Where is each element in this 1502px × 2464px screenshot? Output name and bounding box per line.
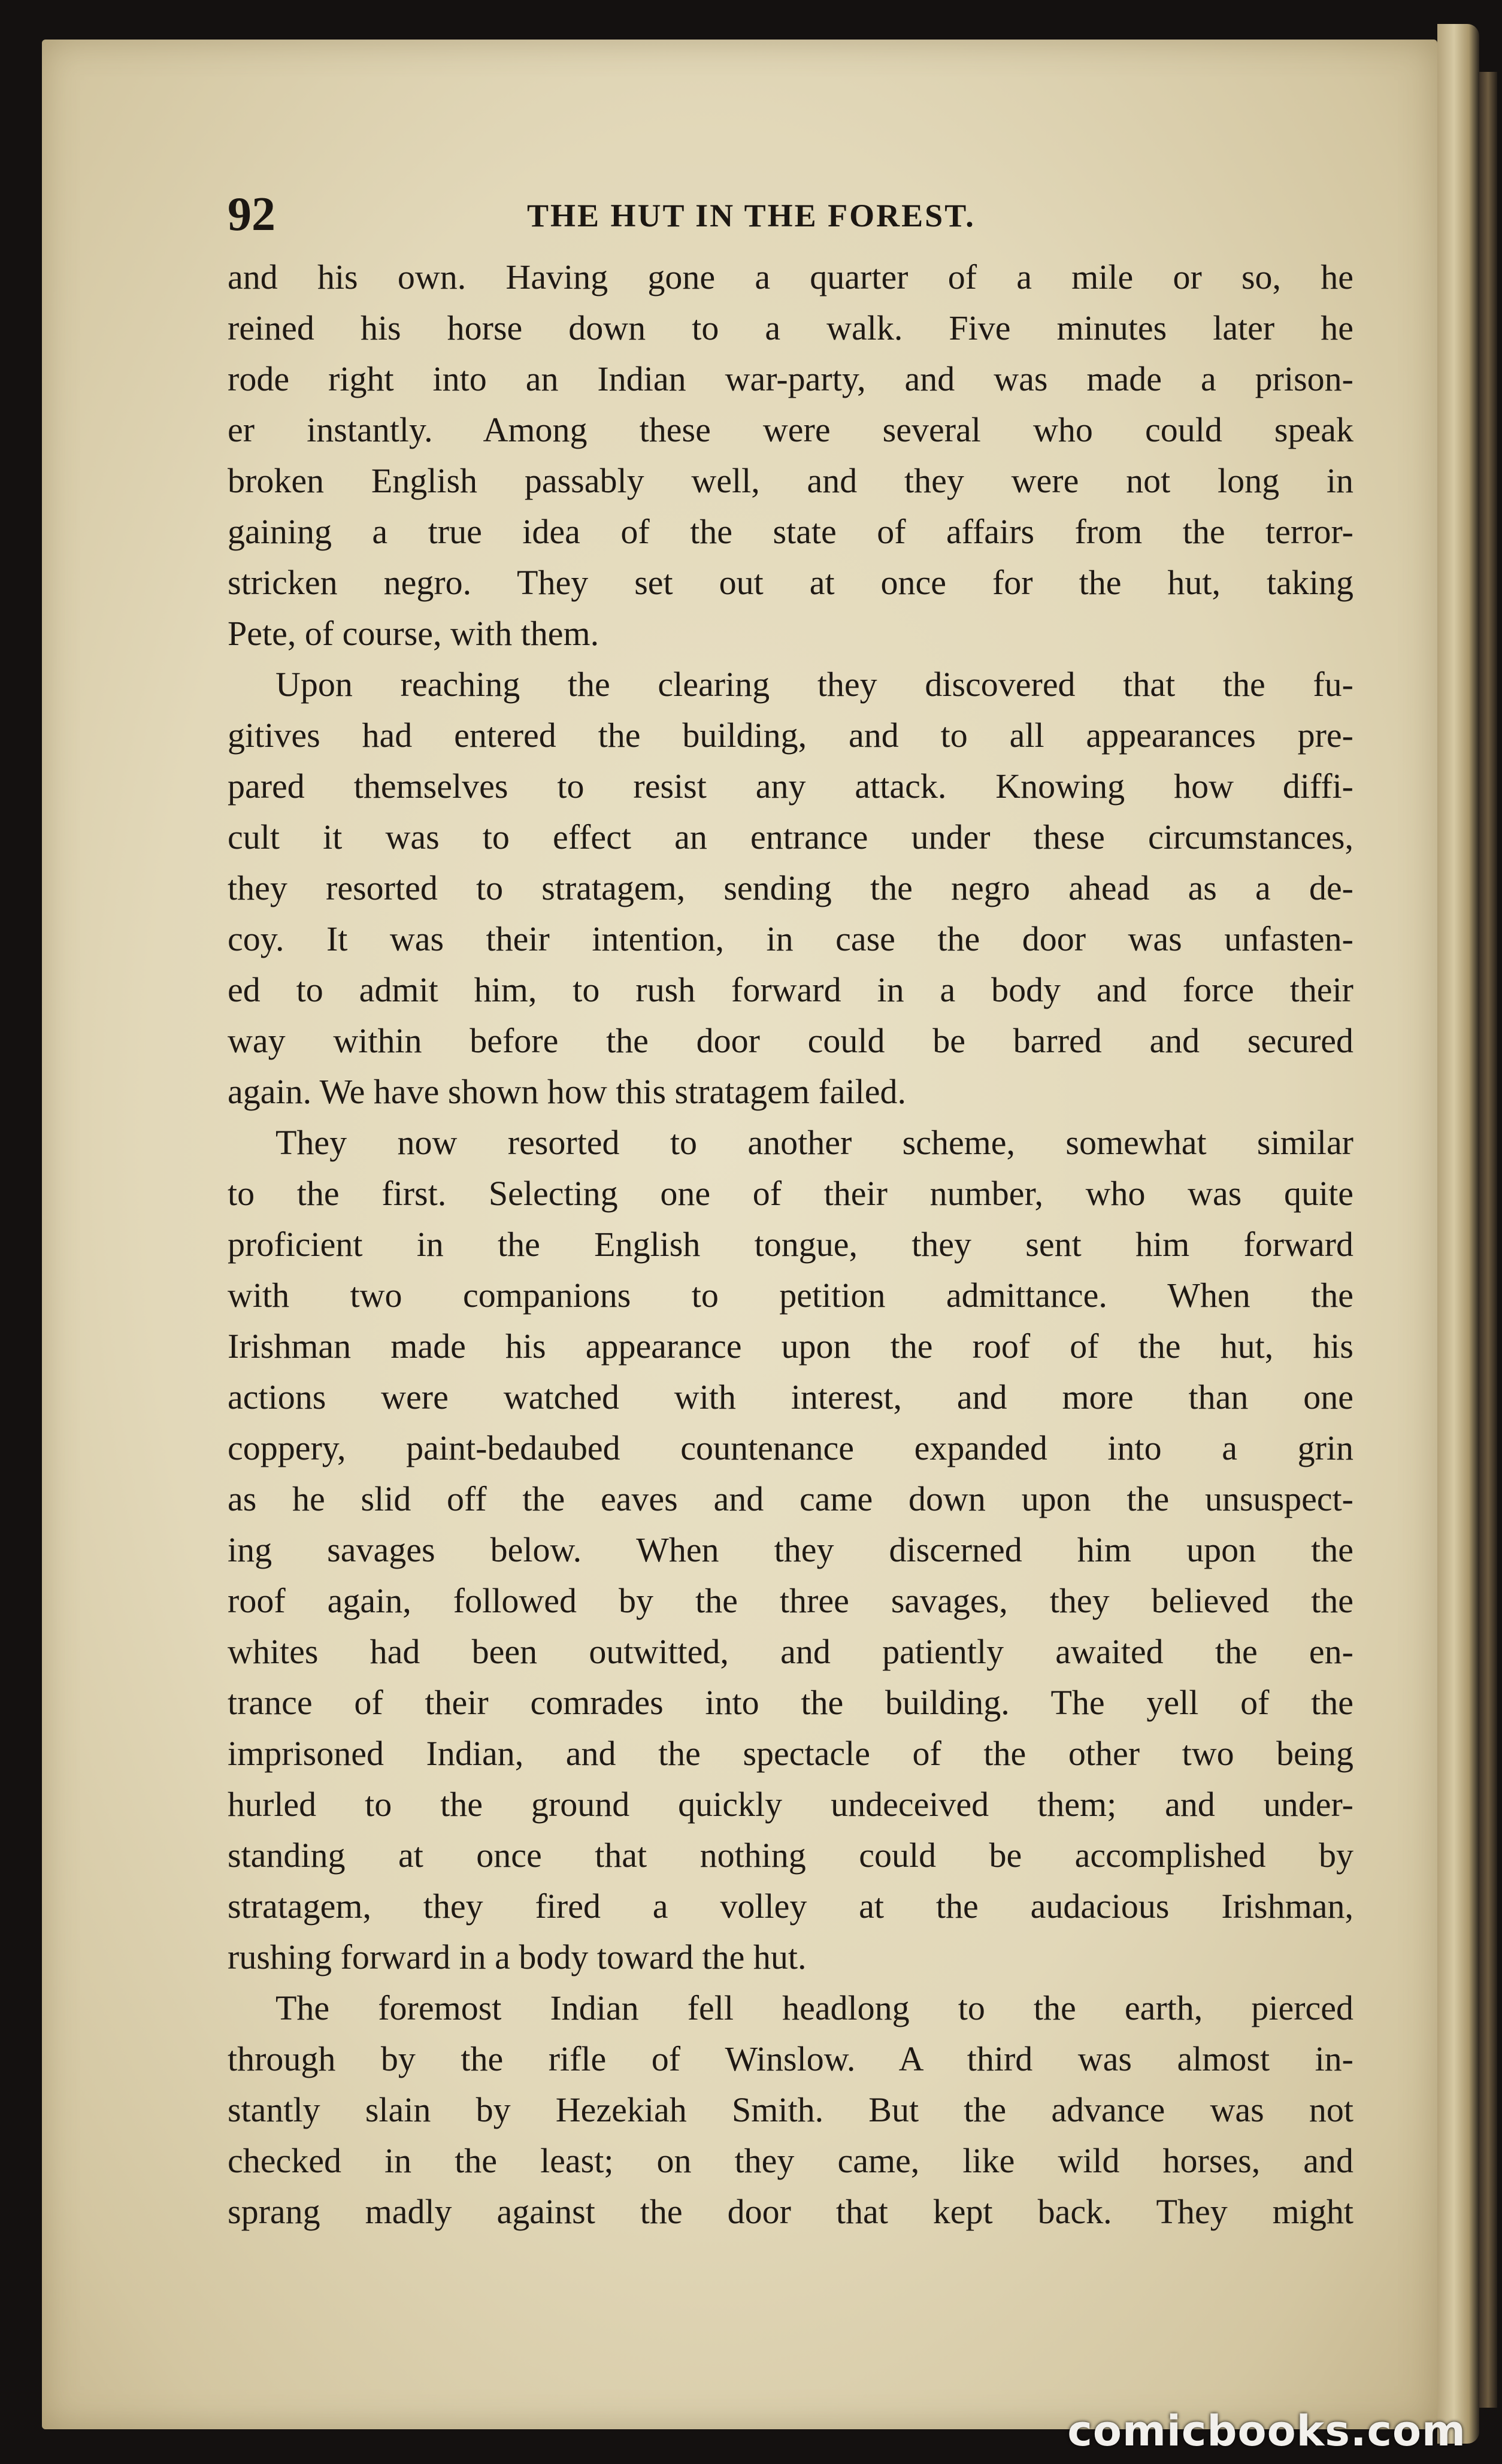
text-line: stricken negro. They set out at once for the hut, taking	[228, 563, 1353, 602]
text-line: reined his horse down to a walk. Five minutes later he	[228, 308, 1353, 347]
paragraph-start: The foremost Indian fell headlong to the earth, pierced	[275, 1988, 1353, 2027]
body-text	[228, 252, 1353, 2237]
text-line: stratagem, they fired a volley at the audacious Irishman,	[228, 1887, 1353, 1926]
paragraph-start: Upon reaching the clearing they discovered that the fu-	[275, 665, 1353, 704]
text-line: imprisoned Indian, and the spectacle of the other two being	[228, 1734, 1353, 1773]
text-line: to the first. Selecting one of their number, who was quite	[228, 1174, 1353, 1213]
text-line: coppery, paint-bedaubed countenance expanded into a grin	[228, 1428, 1353, 1467]
text-line: again. We have shown how this stratagem failed.	[228, 1072, 907, 1111]
text-line: and his own. Having gone a quarter of a mile or so, he	[228, 258, 1353, 296]
text-line: trance of their comrades into the building. The yell of the	[228, 1683, 1353, 1722]
text-line: er instantly. Among these were several who could speak	[228, 410, 1353, 449]
text-line: actions were watched with interest, and more than one	[228, 1378, 1353, 1416]
watermark: comicbooks.com	[1067, 2407, 1466, 2456]
text-line: pared themselves to resist any attack. Knowing how diffi-	[228, 767, 1353, 806]
running-head	[228, 190, 1240, 244]
text-line: with two companions to petition admittance. When the	[228, 1276, 1353, 1315]
text-line: proficient in the English tongue, they sent him forward	[228, 1225, 1353, 1264]
text-line: whites had been outwitted, and patiently awaited the en-	[228, 1632, 1353, 1671]
text-line: rode right into an Indian war-party, and was made a prison-	[228, 359, 1353, 398]
text-line: ing savages below. When they discerned him upon the	[228, 1530, 1353, 1569]
text-line: rushing forward in a body toward the hut.	[228, 1938, 807, 1976]
book-edge	[1479, 72, 1497, 2408]
running-title: THE HUT IN THE FOREST.	[527, 198, 976, 234]
text-line: as he slid off the eaves and came down upon the unsuspect-	[228, 1479, 1353, 1518]
page-number: 92	[228, 188, 275, 241]
text-line: checked in the least; on they came, like wild horses, and	[228, 2141, 1353, 2180]
text-line: way within before the door could be barred and secured	[228, 1021, 1353, 1060]
text-line: Irishman made his appearance upon the roof of the hut, his	[228, 1327, 1353, 1366]
text-line: broken English passably well, and they were not long in	[228, 461, 1353, 500]
paragraph-start: They now resorted to another scheme, somewhat similar	[275, 1123, 1353, 1162]
text-line: standing at once that nothing could be accomplished by	[228, 1836, 1353, 1875]
text-line: stantly slain by Hezekiah Smith. But the advance was not	[228, 2090, 1353, 2129]
text-line: Pete, of course, with them.	[228, 614, 599, 653]
text-line: cult it was to effect an entrance under these circumstances,	[228, 818, 1353, 856]
text-line: gaining a true idea of the state of affairs from the terror-	[228, 512, 1353, 551]
page-gutter	[1437, 24, 1479, 2444]
text-line: coy. It was their intention, in case the door was unfasten-	[228, 919, 1353, 958]
text-line: they resorted to stratagem, sending the negro ahead as a de-	[228, 868, 1353, 907]
text-line: roof again, followed by the three savages, they believed the	[228, 1581, 1353, 1620]
text-line: gitives had entered the building, and to all appearances pre-	[228, 716, 1353, 755]
text-line: hurled to the ground quickly undeceived them; and under-	[228, 1785, 1353, 1824]
text-line: ed to admit him, to rush forward in a body and force their	[228, 970, 1353, 1009]
text-line: through by the rifle of Winslow. A third was almost in-	[228, 2039, 1353, 2078]
text-line: sprang madly against the door that kept back. They might	[228, 2192, 1353, 2231]
